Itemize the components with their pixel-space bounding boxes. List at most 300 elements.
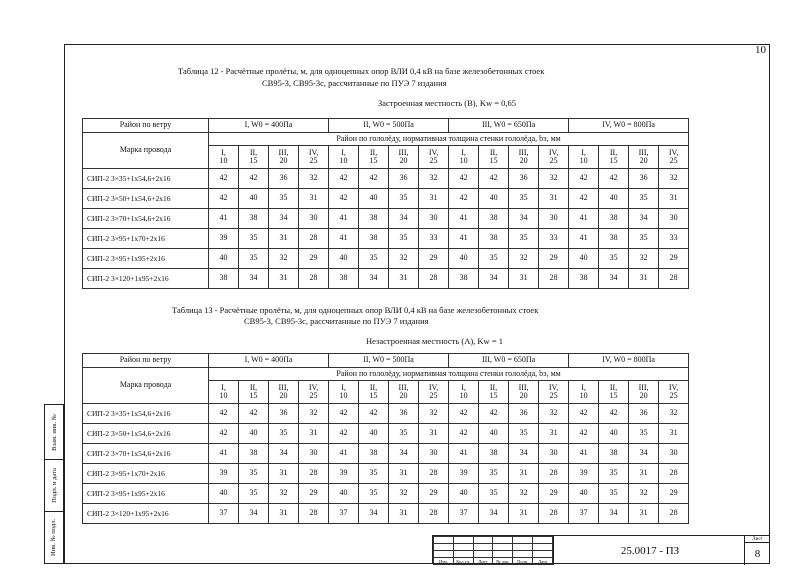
- table-row: [83, 189, 689, 209]
- span-value-cell: 34: [359, 504, 389, 524]
- table12-header-wind: [83, 119, 689, 133]
- table12-ice-col-16: [659, 146, 689, 169]
- span-value-cell: 35: [509, 229, 539, 249]
- span-value-cell: 32: [629, 249, 659, 269]
- table13-wind-group-4: IV, W0 = 800Па: [569, 354, 689, 368]
- span-value-cell: 35: [239, 229, 269, 249]
- span-value-cell: 28: [659, 504, 689, 524]
- span-value-cell: 41: [449, 229, 479, 249]
- wire-brand-cell: СИП-2 3×50+1х54,6+2х16: [83, 424, 209, 444]
- wire-brand-cell: СИП-2 3×70+1х54,6+2х16: [83, 444, 209, 464]
- table13-wind-group-1: I, W0 = 400Па: [209, 354, 329, 368]
- stamp-cell: [533, 551, 553, 558]
- stamp-cell: [513, 537, 533, 544]
- span-value-cell: 30: [659, 444, 689, 464]
- wire-brand-cell: СИП-2 3×95+1х95+2х16: [83, 249, 209, 269]
- ice-col-roman: II,: [489, 382, 498, 392]
- span-value-cell: 40: [599, 424, 629, 444]
- side-strip: [44, 404, 64, 564]
- span-value-cell: 38: [569, 269, 599, 289]
- span-value-cell: 31: [419, 424, 449, 444]
- stamp-cell: Дата: [533, 558, 553, 565]
- table12-wind-group-2: II, W0 = 500Па: [329, 119, 449, 133]
- span-value-cell: 29: [419, 484, 449, 504]
- span-value-cell: 35: [479, 464, 509, 484]
- table13-body: [83, 354, 689, 524]
- side-label-inv: Инв. № подл.: [50, 518, 58, 556]
- span-value-cell: 39: [209, 464, 239, 484]
- ice-col-roman: I,: [221, 147, 226, 157]
- span-value-cell: 35: [599, 484, 629, 504]
- span-value-cell: 32: [269, 249, 299, 269]
- span-value-cell: 35: [239, 249, 269, 269]
- table13-ice-col-12: [539, 381, 569, 404]
- ice-col-mm: 10: [339, 156, 348, 165]
- span-value-cell: 42: [209, 169, 239, 189]
- table13-header-wind: [83, 354, 689, 368]
- ice-col-roman: IV,: [308, 382, 319, 392]
- span-value-cell: 40: [329, 249, 359, 269]
- ice-col-mm: 20: [399, 391, 408, 400]
- table-row: [83, 444, 689, 464]
- span-value-cell: 30: [299, 209, 329, 229]
- span-value-cell: 33: [659, 229, 689, 249]
- span-value-cell: 41: [329, 229, 359, 249]
- ice-col-roman: II,: [489, 147, 498, 157]
- span-value-cell: 41: [209, 209, 239, 229]
- ice-col-mm: 15: [369, 391, 378, 400]
- span-value-cell: 36: [629, 404, 659, 424]
- span-value-cell: 42: [599, 404, 629, 424]
- ice-col-mm: 15: [489, 156, 498, 165]
- span-value-cell: 38: [599, 229, 629, 249]
- span-value-cell: 35: [389, 424, 419, 444]
- span-value-cell: 29: [299, 249, 329, 269]
- span-value-cell: 41: [569, 209, 599, 229]
- table13-wind-group-3: III, W0 = 650Па: [449, 354, 569, 368]
- span-value-cell: 42: [569, 189, 599, 209]
- table13-ice-col-14: [599, 381, 629, 404]
- ice-col-roman: III,: [398, 147, 409, 157]
- span-value-cell: 35: [479, 249, 509, 269]
- span-value-cell: 42: [329, 404, 359, 424]
- ice-col-roman: II,: [249, 382, 258, 392]
- ice-col-roman: IV,: [308, 147, 319, 157]
- table13-ice-col-1: [209, 381, 239, 404]
- ice-col-mm: 25: [549, 156, 558, 165]
- span-value-cell: 34: [239, 504, 269, 524]
- span-value-cell: 31: [659, 189, 689, 209]
- span-value-cell: 41: [449, 209, 479, 229]
- span-value-cell: 35: [509, 189, 539, 209]
- span-value-cell: 35: [389, 229, 419, 249]
- stamp-cell: [513, 544, 533, 551]
- span-value-cell: 34: [599, 269, 629, 289]
- table12-ice-col-7: [389, 146, 419, 169]
- ice-col-roman: III,: [518, 147, 529, 157]
- ice-col-mm: 10: [579, 156, 588, 165]
- span-value-cell: 28: [299, 504, 329, 524]
- span-value-cell: 39: [209, 229, 239, 249]
- table13-ice-col-3: [269, 381, 299, 404]
- span-value-cell: 38: [359, 209, 389, 229]
- span-value-cell: 32: [539, 404, 569, 424]
- stamp-cell: Лист: [473, 558, 493, 565]
- table13-ice-region-label: Район по гололёду, нормативная толщина стенки гололёда, bэ, мм: [209, 368, 689, 381]
- table12: [82, 118, 689, 289]
- ice-col-roman: III,: [398, 382, 409, 392]
- span-value-cell: 31: [659, 424, 689, 444]
- span-value-cell: 31: [389, 504, 419, 524]
- sheet-box: [744, 536, 770, 565]
- span-value-cell: 35: [389, 189, 419, 209]
- span-value-cell: 42: [569, 169, 599, 189]
- title-block: [432, 535, 770, 564]
- ice-col-mm: 10: [339, 391, 348, 400]
- span-value-cell: 35: [239, 464, 269, 484]
- ice-col-roman: I,: [581, 147, 586, 157]
- span-value-cell: 42: [239, 404, 269, 424]
- table12-wind-region-label: Район по ветру: [83, 119, 209, 133]
- span-value-cell: 40: [599, 189, 629, 209]
- table12-body: [83, 119, 689, 289]
- table12-wind-group-3: III, W0 = 650Па: [449, 119, 569, 133]
- span-value-cell: 38: [479, 209, 509, 229]
- wire-brand-cell: СИП-2 3×95+1х70+2х16: [83, 229, 209, 249]
- table13-ice-col-4: [299, 381, 329, 404]
- stamp-row: [434, 551, 553, 558]
- ice-col-mm: 25: [429, 156, 438, 165]
- span-value-cell: 30: [539, 209, 569, 229]
- ice-col-mm: 15: [249, 156, 258, 165]
- table13-caption-line1: Таблица 13 - Расчётные пролёты, м, для одноцепных опор ВЛИ 0,4 кВ на базе железобетонных стоек: [172, 305, 539, 315]
- span-value-cell: 41: [569, 229, 599, 249]
- ice-col-roman: I,: [341, 147, 346, 157]
- span-value-cell: 38: [449, 269, 479, 289]
- table12-wind-group-4: IV, W0 = 800Па: [569, 119, 689, 133]
- span-value-cell: 29: [299, 484, 329, 504]
- span-value-cell: 37: [209, 504, 239, 524]
- span-value-cell: 31: [269, 464, 299, 484]
- span-value-cell: 38: [359, 229, 389, 249]
- stamp-cell: [434, 537, 454, 544]
- span-value-cell: 32: [659, 169, 689, 189]
- span-value-cell: 39: [449, 464, 479, 484]
- ice-col-roman: I,: [461, 147, 466, 157]
- span-value-cell: 34: [479, 269, 509, 289]
- span-value-cell: 42: [599, 169, 629, 189]
- ice-col-roman: II,: [609, 147, 618, 157]
- table13-wind-region-label: Район по ветру: [83, 354, 209, 368]
- span-value-cell: 40: [449, 484, 479, 504]
- table12-ice-col-5: [329, 146, 359, 169]
- span-value-cell: 38: [479, 229, 509, 249]
- ice-col-roman: IV,: [668, 382, 679, 392]
- ice-col-roman: I,: [221, 382, 226, 392]
- ice-col-roman: I,: [461, 382, 466, 392]
- ice-col-mm: 20: [279, 156, 288, 165]
- stamp-cell: [533, 537, 553, 544]
- span-value-cell: 32: [299, 169, 329, 189]
- span-value-cell: 40: [449, 249, 479, 269]
- span-value-cell: 28: [539, 464, 569, 484]
- span-value-cell: 29: [659, 249, 689, 269]
- span-value-cell: 28: [539, 269, 569, 289]
- span-value-cell: 28: [299, 464, 329, 484]
- span-value-cell: 31: [269, 269, 299, 289]
- ice-col-mm: 20: [639, 156, 648, 165]
- span-value-cell: 34: [389, 209, 419, 229]
- span-value-cell: 31: [299, 424, 329, 444]
- span-value-cell: 31: [629, 464, 659, 484]
- table-row: [83, 249, 689, 269]
- span-value-cell: 29: [539, 484, 569, 504]
- table-row: [83, 269, 689, 289]
- ice-col-roman: I,: [341, 382, 346, 392]
- span-value-cell: 32: [629, 484, 659, 504]
- span-value-cell: 42: [569, 404, 599, 424]
- ice-col-roman: IV,: [548, 382, 559, 392]
- wire-brand-cell: СИП-2 3×50+1х54,6+2х16: [83, 189, 209, 209]
- span-value-cell: 28: [659, 269, 689, 289]
- span-value-cell: 37: [329, 504, 359, 524]
- span-value-cell: 42: [449, 424, 479, 444]
- table13-ice-col-15: [629, 381, 659, 404]
- stamp-cell: Подп.: [513, 558, 533, 565]
- ice-col-mm: 15: [609, 156, 618, 165]
- ice-col-roman: II,: [249, 147, 258, 157]
- table12-caption-line2: СВ95-3, СВ95-3с, рассчитанные по ПУЭ 7 издания: [262, 78, 447, 88]
- stamp-cell: [453, 537, 473, 544]
- wire-brand-cell: СИП-2 3×120+1х95+2х16: [83, 269, 209, 289]
- ice-col-roman: I,: [581, 382, 586, 392]
- stamp-row: [434, 544, 553, 551]
- table13-ice-col-6: [359, 381, 389, 404]
- ice-col-mm: 25: [669, 156, 678, 165]
- span-value-cell: 28: [419, 464, 449, 484]
- span-value-cell: 32: [299, 404, 329, 424]
- span-value-cell: 35: [599, 464, 629, 484]
- table12-wire-brand-label: Марка провода: [83, 133, 209, 169]
- span-value-cell: 32: [389, 249, 419, 269]
- table13-terrain: Незастроенная местность (А), Kw = 1: [366, 336, 503, 346]
- span-value-cell: 36: [629, 169, 659, 189]
- table12-caption-line1: Таблица 12 - Расчётные пролёты, м, для одноцепных опор ВЛИ 0,4 кВ на базе железобетонных стоек: [178, 66, 545, 76]
- span-value-cell: 40: [359, 424, 389, 444]
- table13-ice-col-9: [449, 381, 479, 404]
- ice-col-roman: III,: [278, 382, 289, 392]
- span-value-cell: 40: [359, 189, 389, 209]
- span-value-cell: 30: [539, 444, 569, 464]
- table12-ice-col-13: [569, 146, 599, 169]
- ice-col-mm: 25: [309, 156, 318, 165]
- wire-brand-cell: СИП-2 3×120+1х95+2х16: [83, 504, 209, 524]
- span-value-cell: 36: [389, 404, 419, 424]
- stamp-row: [434, 537, 553, 544]
- span-value-cell: 32: [659, 404, 689, 424]
- stamp-cell: [473, 537, 493, 544]
- span-value-cell: 41: [329, 209, 359, 229]
- table12-header-ice: [83, 133, 689, 146]
- ice-col-mm: 10: [459, 391, 468, 400]
- stamp-cell: [434, 551, 454, 558]
- table13: [82, 353, 689, 524]
- ice-col-roman: III,: [638, 147, 649, 157]
- wire-brand-cell: СИП-2 3×70+1х54,6+2х16: [83, 209, 209, 229]
- table13-ice-col-2: [239, 381, 269, 404]
- ice-col-mm: 15: [609, 391, 618, 400]
- table12-ice-col-14: [599, 146, 629, 169]
- table12-ice-col-10: [479, 146, 509, 169]
- sheet-label: Лист: [745, 537, 770, 543]
- span-value-cell: 42: [449, 169, 479, 189]
- table-row: [83, 504, 689, 524]
- span-value-cell: 35: [599, 249, 629, 269]
- ice-col-roman: III,: [518, 382, 529, 392]
- table-row: [83, 484, 689, 504]
- span-value-cell: 32: [509, 249, 539, 269]
- ice-col-mm: 10: [219, 391, 228, 400]
- ice-col-mm: 20: [279, 391, 288, 400]
- span-value-cell: 41: [209, 444, 239, 464]
- stamp-cell: [473, 551, 493, 558]
- span-value-cell: 40: [569, 484, 599, 504]
- stamp-cell: [493, 551, 513, 558]
- side-cell-replace: [45, 405, 63, 460]
- span-value-cell: 35: [479, 484, 509, 504]
- ice-col-roman: III,: [278, 147, 289, 157]
- stamp-cell: Изм.: [434, 558, 454, 565]
- span-value-cell: 35: [509, 424, 539, 444]
- span-value-cell: 31: [419, 189, 449, 209]
- span-value-cell: 33: [419, 229, 449, 249]
- span-value-cell: 41: [449, 444, 479, 464]
- ice-col-roman: IV,: [428, 147, 439, 157]
- span-value-cell: 40: [209, 484, 239, 504]
- span-value-cell: 34: [629, 209, 659, 229]
- table12-wind-group-1: I, W0 = 400Па: [209, 119, 329, 133]
- table13-ice-col-16: [659, 381, 689, 404]
- span-value-cell: 42: [239, 169, 269, 189]
- span-value-cell: 39: [329, 464, 359, 484]
- span-value-cell: 40: [239, 424, 269, 444]
- table13-ice-col-13: [569, 381, 599, 404]
- span-value-cell: 34: [389, 444, 419, 464]
- ice-col-mm: 25: [429, 391, 438, 400]
- span-value-cell: 42: [569, 424, 599, 444]
- span-value-cell: 42: [479, 169, 509, 189]
- sheet-number: 8: [754, 548, 761, 560]
- span-value-cell: 41: [329, 444, 359, 464]
- stamp-cell: [473, 544, 493, 551]
- table-row: [83, 464, 689, 484]
- page-number: 10: [755, 44, 766, 56]
- span-value-cell: 28: [299, 229, 329, 249]
- span-value-cell: 34: [479, 504, 509, 524]
- span-value-cell: 31: [539, 189, 569, 209]
- span-value-cell: 38: [239, 209, 269, 229]
- span-value-cell: 34: [629, 444, 659, 464]
- span-value-cell: 30: [299, 444, 329, 464]
- span-value-cell: 42: [449, 189, 479, 209]
- span-value-cell: 34: [509, 209, 539, 229]
- span-value-cell: 35: [359, 249, 389, 269]
- ice-col-mm: 10: [459, 156, 468, 165]
- table13-ice-col-7: [389, 381, 419, 404]
- span-value-cell: 29: [419, 249, 449, 269]
- table12-ice-col-12: [539, 146, 569, 169]
- stamp-cell: [513, 551, 533, 558]
- span-value-cell: 35: [359, 464, 389, 484]
- side-cell-sign: [45, 459, 63, 512]
- ice-col-mm: 20: [399, 156, 408, 165]
- span-value-cell: 38: [209, 269, 239, 289]
- stamp-cell: [533, 544, 553, 551]
- table-row: [83, 209, 689, 229]
- span-value-cell: 35: [239, 484, 269, 504]
- ice-col-mm: 25: [309, 391, 318, 400]
- document-code: 25.0017 - ПЗ: [553, 536, 746, 565]
- span-value-cell: 40: [479, 424, 509, 444]
- table12-ice-col-8: [419, 146, 449, 169]
- ice-col-roman: II,: [369, 147, 378, 157]
- span-value-cell: 34: [269, 209, 299, 229]
- span-value-cell: 40: [209, 249, 239, 269]
- span-value-cell: 34: [359, 269, 389, 289]
- span-value-cell: 42: [479, 404, 509, 424]
- stamp-cell: [434, 544, 454, 551]
- span-value-cell: 31: [269, 504, 299, 524]
- span-value-cell: 37: [569, 504, 599, 524]
- span-value-cell: 31: [539, 424, 569, 444]
- span-value-cell: 40: [239, 189, 269, 209]
- side-cell-inv: [45, 511, 63, 563]
- ice-col-mm: 15: [369, 156, 378, 165]
- span-value-cell: 31: [389, 269, 419, 289]
- ice-col-mm: 20: [519, 156, 528, 165]
- stamp-cell: [493, 537, 513, 544]
- span-value-cell: 30: [419, 444, 449, 464]
- span-value-cell: 36: [509, 169, 539, 189]
- span-value-cell: 28: [539, 504, 569, 524]
- table13-ice-col-5: [329, 381, 359, 404]
- table13-ice-col-11: [509, 381, 539, 404]
- span-value-cell: 36: [269, 404, 299, 424]
- stamp-cell: [453, 551, 473, 558]
- span-value-cell: 42: [449, 404, 479, 424]
- span-value-cell: 42: [359, 169, 389, 189]
- span-value-cell: 34: [239, 269, 269, 289]
- ice-col-roman: II,: [369, 382, 378, 392]
- span-value-cell: 42: [209, 424, 239, 444]
- span-value-cell: 36: [509, 404, 539, 424]
- span-value-cell: 38: [599, 444, 629, 464]
- ice-col-roman: III,: [638, 382, 649, 392]
- ice-col-mm: 15: [249, 391, 258, 400]
- table-row: [83, 229, 689, 249]
- stamp-row: [434, 558, 553, 565]
- span-value-cell: 35: [269, 424, 299, 444]
- table13-caption-line2: СВ95-3, СВ95-3с, рассчитанные по ПУЭ 7 издания: [244, 316, 429, 326]
- ice-col-mm: 10: [219, 156, 228, 165]
- table13-wind-group-2: II, W0 = 500Па: [329, 354, 449, 368]
- span-value-cell: 42: [329, 169, 359, 189]
- table-row: [83, 404, 689, 424]
- ice-col-mm: 15: [489, 391, 498, 400]
- table12-ice-col-3: [269, 146, 299, 169]
- stamp-cell: Кол.уч.: [453, 558, 473, 565]
- stamp-grid: [433, 536, 553, 565]
